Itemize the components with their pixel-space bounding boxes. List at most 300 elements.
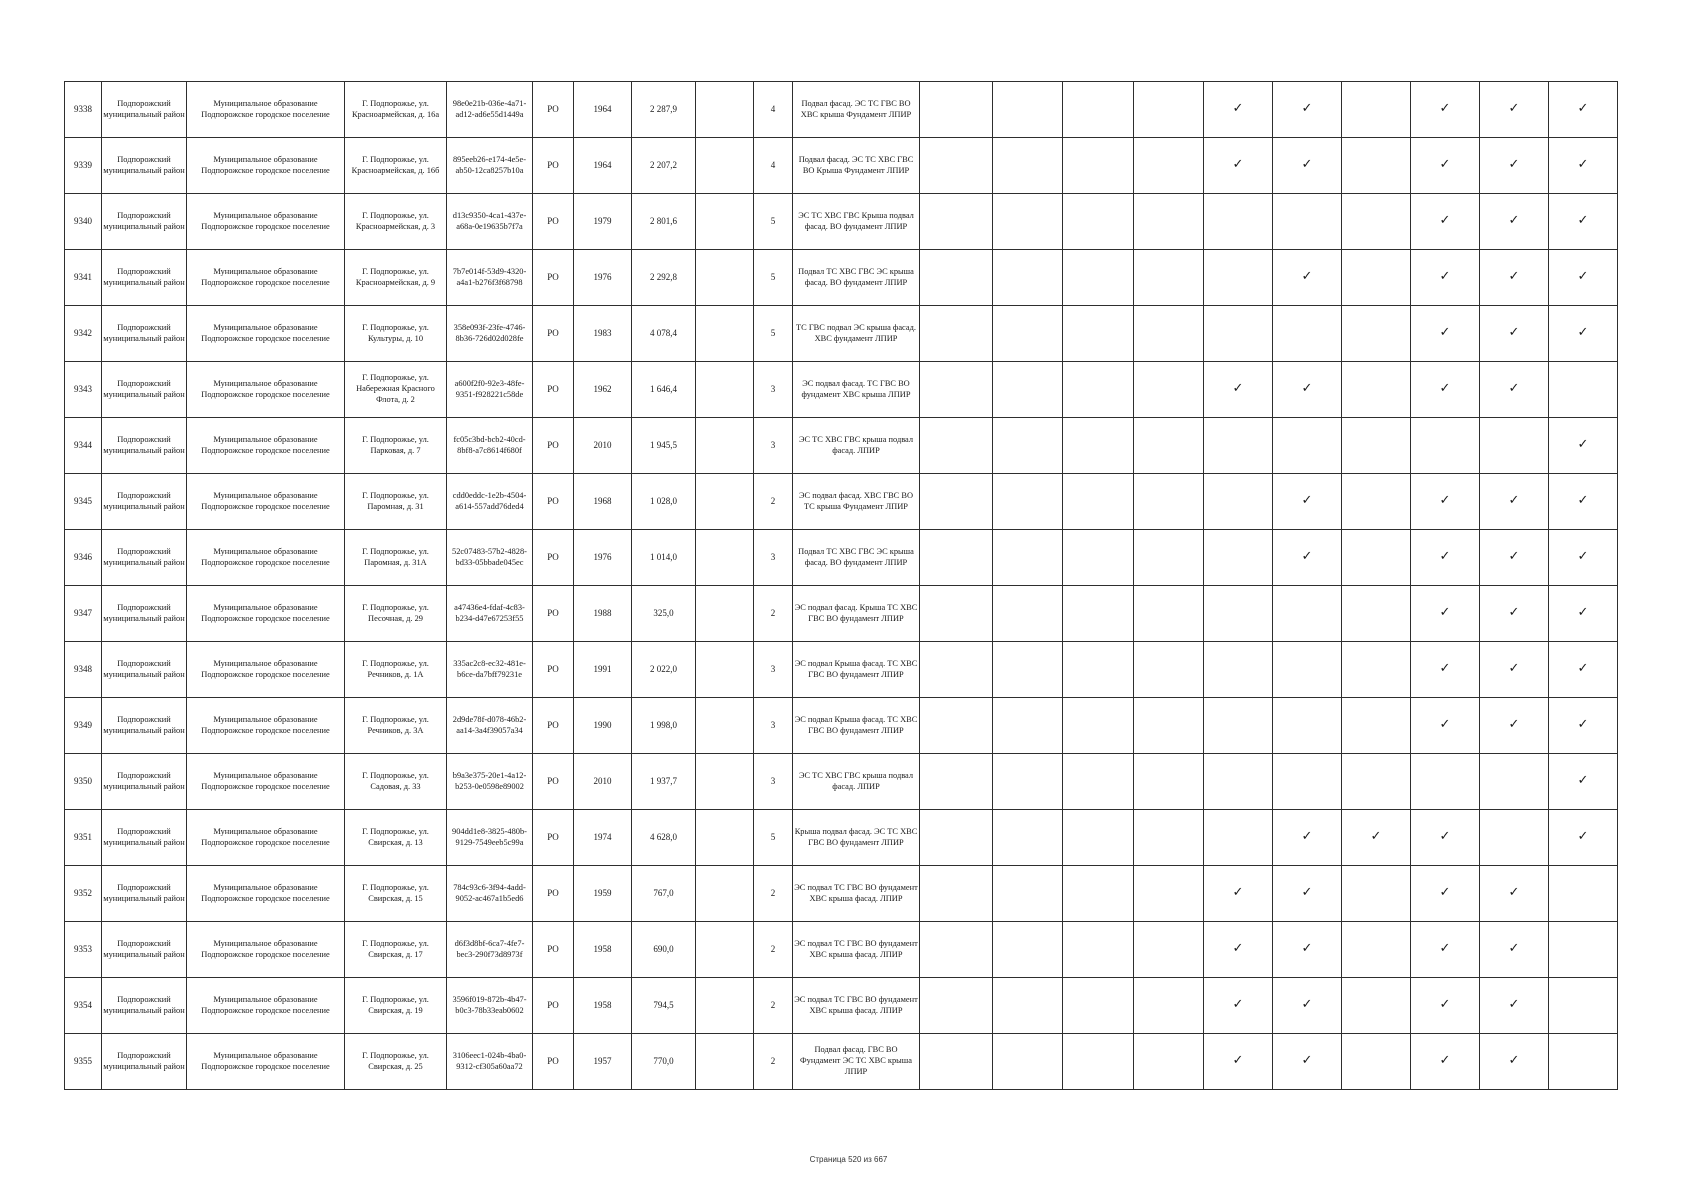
- table-row: [65, 138, 1696, 194]
- area-cell: 4 628,0: [632, 810, 696, 866]
- check-cell-empty: [1134, 474, 1204, 530]
- district-cell: Подпорожский муниципальный район: [102, 474, 187, 530]
- check-cell-empty: [993, 250, 1063, 306]
- empty-cell: [696, 362, 754, 418]
- floors-cell: 5: [754, 810, 793, 866]
- check-cell-empty: [920, 418, 993, 474]
- check-cell-empty: [993, 418, 1063, 474]
- address-cell: Г. Подпорожье, ул. Песочная, д. 29: [345, 586, 447, 642]
- check-cell-empty: [1342, 866, 1411, 922]
- checkmark-icon: ✓: [1549, 82, 1618, 138]
- checkmark-icon: ✓: [1411, 586, 1480, 642]
- empty-cell: [696, 1034, 754, 1090]
- check-cell-empty: [1549, 1034, 1618, 1090]
- check-cell-empty: [1342, 1034, 1411, 1090]
- check-cell-empty: [993, 754, 1063, 810]
- check-cell-empty: [1134, 810, 1204, 866]
- area-cell: 1 646,4: [632, 362, 696, 418]
- build-year-cell: 1958: [574, 922, 632, 978]
- checkmark-icon: ✓: [1204, 922, 1273, 978]
- district-cell: Подпорожский муниципальный район: [102, 754, 187, 810]
- address-cell: Г. Подпорожье, ул. Красноармейская, д. 16а: [345, 82, 447, 138]
- build-year-cell: 1964: [574, 138, 632, 194]
- fund-form-cell: РО: [533, 250, 574, 306]
- check-cell-empty: [1342, 362, 1411, 418]
- municipality-cell: Муниципальное образование Подпорожское городское поселение: [187, 530, 345, 586]
- fias-code-cell: 3596f019-872b-4b47-b0c3-78b33eab0602: [447, 978, 533, 1034]
- address-cell: Г. Подпорожье, ул. Речников, д. 1А: [345, 642, 447, 698]
- build-year-cell: 2010: [574, 754, 632, 810]
- area-cell: 2 801,6: [632, 194, 696, 250]
- check-cell-empty: [993, 586, 1063, 642]
- area-cell: 1 014,0: [632, 530, 696, 586]
- checkmark-icon: ✓: [1411, 978, 1480, 1034]
- works-list-cell: Подвал фасад. ЭС ТС ХВС ГВС ВО Крыша Фундамент ЛПИР: [793, 138, 920, 194]
- checkmark-icon: ✓: [1204, 1034, 1273, 1090]
- checkmark-icon: ✓: [1480, 530, 1549, 586]
- empty-cell: [696, 530, 754, 586]
- check-cell-empty: [1549, 866, 1618, 922]
- empty-cell: [696, 754, 754, 810]
- check-cell-empty: [1411, 754, 1480, 810]
- works-list-cell: ЭС подвал фасад. ХВС ГВС ВО ТС крыша Фундамент ЛПИР: [793, 474, 920, 530]
- build-year-cell: 1962: [574, 362, 632, 418]
- table-row: [65, 1034, 1696, 1090]
- checkmark-icon: ✓: [1411, 138, 1480, 194]
- check-cell-empty: [1273, 698, 1342, 754]
- row-number: 9338: [65, 82, 102, 138]
- check-cell-empty: [993, 698, 1063, 754]
- municipality-cell: Муниципальное образование Подпорожское городское поселение: [187, 810, 345, 866]
- fias-code-cell: 2d9de78f-d078-46b2-aa14-3a4f39057a34: [447, 698, 533, 754]
- check-cell-empty: [993, 642, 1063, 698]
- build-year-cell: 1990: [574, 698, 632, 754]
- checkmark-icon: ✓: [1480, 922, 1549, 978]
- works-list-cell: Крыша подвал фасад. ЭС ТС ХВС ГВС ВО фундамент ЛПИР: [793, 810, 920, 866]
- check-cell-empty: [1134, 642, 1204, 698]
- check-cell-empty: [1063, 978, 1134, 1034]
- check-cell-empty: [920, 866, 993, 922]
- check-cell-empty: [1134, 866, 1204, 922]
- check-cell-empty: [1273, 306, 1342, 362]
- check-cell-empty: [1204, 418, 1273, 474]
- checkmark-icon: ✓: [1549, 642, 1618, 698]
- address-cell: Г. Подпорожье, ул. Свирская, д. 13: [345, 810, 447, 866]
- checkmark-icon: ✓: [1342, 810, 1411, 866]
- floors-cell: 2: [754, 922, 793, 978]
- check-cell-empty: [1273, 754, 1342, 810]
- check-cell-empty: [1063, 530, 1134, 586]
- district-cell: Подпорожский муниципальный район: [102, 978, 187, 1034]
- checkmark-icon: ✓: [1411, 306, 1480, 362]
- check-cell-empty: [1063, 250, 1134, 306]
- fund-form-cell: РО: [533, 866, 574, 922]
- checkmark-icon: ✓: [1411, 194, 1480, 250]
- check-cell-empty: [1134, 754, 1204, 810]
- address-cell: Г. Подпорожье, ул. Красноармейская, д. 3: [345, 194, 447, 250]
- check-cell-empty: [1273, 418, 1342, 474]
- floors-cell: 2: [754, 474, 793, 530]
- row-number: 9345: [65, 474, 102, 530]
- check-cell-empty: [920, 810, 993, 866]
- checkmark-icon: ✓: [1480, 1034, 1549, 1090]
- works-list-cell: ЭС подвал фасад. ТС ГВС ВО фундамент ХВС крыша ЛПИР: [793, 362, 920, 418]
- check-cell-empty: [920, 474, 993, 530]
- works-list-cell: Подвал фасад. ГВС ВО Фундамент ЭС ТС ХВС крыша ЛПИР: [793, 1034, 920, 1090]
- row-number: 9339: [65, 138, 102, 194]
- check-cell-empty: [1063, 1034, 1134, 1090]
- check-cell-empty: [920, 250, 993, 306]
- row-number: 9353: [65, 922, 102, 978]
- check-cell-empty: [920, 1034, 993, 1090]
- check-cell-empty: [920, 306, 993, 362]
- check-cell-empty: [993, 362, 1063, 418]
- check-cell-empty: [1204, 250, 1273, 306]
- fund-form-cell: РО: [533, 586, 574, 642]
- table-row: [65, 810, 1696, 866]
- check-cell-empty: [993, 306, 1063, 362]
- check-cell-empty: [993, 978, 1063, 1034]
- check-cell-empty: [1480, 418, 1549, 474]
- district-cell: Подпорожский муниципальный район: [102, 82, 187, 138]
- municipality-cell: Муниципальное образование Подпорожское городское поселение: [187, 978, 345, 1034]
- empty-cell: [696, 474, 754, 530]
- table-row: [65, 194, 1696, 250]
- floors-cell: 2: [754, 866, 793, 922]
- build-year-cell: 1958: [574, 978, 632, 1034]
- works-list-cell: Подвал ТС ХВС ГВС ЭС крыша фасад. ВО фундамент ЛПИР: [793, 530, 920, 586]
- check-cell-empty: [1342, 698, 1411, 754]
- district-cell: Подпорожский муниципальный район: [102, 810, 187, 866]
- check-cell-empty: [1134, 82, 1204, 138]
- check-cell-empty: [993, 922, 1063, 978]
- check-cell-empty: [1134, 922, 1204, 978]
- fund-form-cell: РО: [533, 530, 574, 586]
- fund-form-cell: РО: [533, 194, 574, 250]
- district-cell: Подпорожский муниципальный район: [102, 138, 187, 194]
- check-cell-empty: [1063, 82, 1134, 138]
- check-cell-empty: [1411, 418, 1480, 474]
- check-cell-empty: [1063, 138, 1134, 194]
- build-year-cell: 2010: [574, 418, 632, 474]
- floors-cell: 4: [754, 82, 793, 138]
- check-cell-empty: [1549, 978, 1618, 1034]
- municipality-cell: Муниципальное образование Подпорожское городское поселение: [187, 194, 345, 250]
- check-cell-empty: [1204, 474, 1273, 530]
- empty-cell: [696, 642, 754, 698]
- table-row: [65, 306, 1696, 362]
- floors-cell: 2: [754, 586, 793, 642]
- works-list-cell: ТС ГВС подвал ЭС крыша фасад. ХВС фундамент ЛПИР: [793, 306, 920, 362]
- checkmark-icon: ✓: [1411, 698, 1480, 754]
- address-cell: Г. Подпорожье, ул. Свирская, д. 15: [345, 866, 447, 922]
- floors-cell: 3: [754, 754, 793, 810]
- row-number: 9351: [65, 810, 102, 866]
- check-cell-empty: [1273, 194, 1342, 250]
- area-cell: 770,0: [632, 1034, 696, 1090]
- fund-form-cell: РО: [533, 642, 574, 698]
- checkmark-icon: ✓: [1273, 362, 1342, 418]
- check-cell-empty: [1204, 642, 1273, 698]
- floors-cell: 4: [754, 138, 793, 194]
- check-cell-empty: [1342, 194, 1411, 250]
- municipality-cell: Муниципальное образование Подпорожское городское поселение: [187, 698, 345, 754]
- check-cell-empty: [1342, 586, 1411, 642]
- build-year-cell: 1974: [574, 810, 632, 866]
- checkmark-icon: ✓: [1204, 866, 1273, 922]
- fias-code-cell: 358e093f-23fe-4746-8b36-726d02d028fe: [447, 306, 533, 362]
- district-cell: Подпорожский муниципальный район: [102, 194, 187, 250]
- fund-form-cell: РО: [533, 362, 574, 418]
- check-cell-empty: [1063, 474, 1134, 530]
- table-row: [65, 474, 1696, 530]
- check-cell-empty: [1204, 586, 1273, 642]
- address-cell: Г. Подпорожье, ул. Набережная Красного Флота, д. 2: [345, 362, 447, 418]
- check-cell-empty: [1342, 642, 1411, 698]
- checkmark-icon: ✓: [1480, 306, 1549, 362]
- checkmark-icon: ✓: [1549, 194, 1618, 250]
- build-year-cell: 1983: [574, 306, 632, 362]
- row-number: 9355: [65, 1034, 102, 1090]
- build-year-cell: 1991: [574, 642, 632, 698]
- municipality-cell: Муниципальное образование Подпорожское городское поселение: [187, 474, 345, 530]
- area-cell: 2 022,0: [632, 642, 696, 698]
- check-cell-empty: [920, 194, 993, 250]
- municipality-cell: Муниципальное образование Подпорожское городское поселение: [187, 82, 345, 138]
- area-cell: 794,5: [632, 978, 696, 1034]
- address-cell: Г. Подпорожье, ул. Красноармейская, д. 16б: [345, 138, 447, 194]
- municipality-cell: Муниципальное образование Подпорожское городское поселение: [187, 642, 345, 698]
- checkmark-icon: ✓: [1273, 810, 1342, 866]
- address-cell: Г. Подпорожье, ул. Свирская, д. 17: [345, 922, 447, 978]
- check-cell-empty: [1273, 586, 1342, 642]
- check-cell-empty: [1063, 698, 1134, 754]
- checkmark-icon: ✓: [1549, 306, 1618, 362]
- area-cell: 2 287,9: [632, 82, 696, 138]
- check-cell-empty: [1134, 306, 1204, 362]
- empty-cell: [696, 250, 754, 306]
- fund-form-cell: РО: [533, 810, 574, 866]
- checkmark-icon: ✓: [1549, 810, 1618, 866]
- row-number: 9341: [65, 250, 102, 306]
- check-cell-empty: [1063, 754, 1134, 810]
- check-cell-empty: [1063, 866, 1134, 922]
- area-cell: 4 078,4: [632, 306, 696, 362]
- checkmark-icon: ✓: [1273, 978, 1342, 1034]
- row-number: 9352: [65, 866, 102, 922]
- works-list-cell: ЭС ТС ХВС ГВС Крыша подвал фасад. ВО фундамент ЛПИР: [793, 194, 920, 250]
- fias-code-cell: a47436e4-fdaf-4c83-b234-d47e67253f55: [447, 586, 533, 642]
- checkmark-icon: ✓: [1411, 474, 1480, 530]
- fias-code-cell: 3106eec1-024b-4ba0-9312-cf305a60aa72: [447, 1034, 533, 1090]
- works-list-cell: Подвал ТС ХВС ГВС ЭС крыша фасад. ВО фундамент ЛПИР: [793, 250, 920, 306]
- floors-cell: 5: [754, 306, 793, 362]
- checkmark-icon: ✓: [1480, 138, 1549, 194]
- check-cell-empty: [1134, 698, 1204, 754]
- table-row: [65, 922, 1696, 978]
- checkmark-icon: ✓: [1480, 586, 1549, 642]
- checkmark-icon: ✓: [1480, 698, 1549, 754]
- empty-cell: [696, 922, 754, 978]
- check-cell-empty: [1063, 194, 1134, 250]
- empty-cell: [696, 698, 754, 754]
- works-list-cell: ЭС подвал ТС ГВС ВО фундамент ХВС крыша фасад. ЛПИР: [793, 866, 920, 922]
- empty-cell: [696, 138, 754, 194]
- fias-code-cell: 784c93c6-3f94-4add-9052-ac467a1b5ed6: [447, 866, 533, 922]
- municipality-cell: Муниципальное образование Подпорожское городское поселение: [187, 306, 345, 362]
- municipality-cell: Муниципальное образование Подпорожское городское поселение: [187, 866, 345, 922]
- check-cell-empty: [1204, 530, 1273, 586]
- fias-code-cell: a600f2f0-92e3-48fe-9351-f928221c58de: [447, 362, 533, 418]
- address-cell: Г. Подпорожье, ул. Свирская, д. 25: [345, 1034, 447, 1090]
- check-cell-empty: [1342, 754, 1411, 810]
- check-cell-empty: [993, 530, 1063, 586]
- district-cell: Подпорожский муниципальный район: [102, 1034, 187, 1090]
- check-cell-empty: [1480, 754, 1549, 810]
- check-cell-empty: [1063, 418, 1134, 474]
- check-cell-empty: [1342, 418, 1411, 474]
- works-list-cell: ЭС подвал Крыша фасад. ТС ХВС ГВС ВО фундамент ЛПИР: [793, 642, 920, 698]
- check-cell-empty: [993, 866, 1063, 922]
- fias-code-cell: 52c07483-57b2-4828-bd33-05bbade045ec: [447, 530, 533, 586]
- checkmark-icon: ✓: [1549, 586, 1618, 642]
- floors-cell: 3: [754, 418, 793, 474]
- fias-code-cell: 335ac2c8-ec32-481e-b6ce-da7bff79231e: [447, 642, 533, 698]
- empty-cell: [696, 194, 754, 250]
- check-cell-empty: [1134, 138, 1204, 194]
- table-row: [65, 754, 1696, 810]
- check-cell-empty: [1342, 250, 1411, 306]
- area-cell: 767,0: [632, 866, 696, 922]
- check-cell-empty: [1342, 474, 1411, 530]
- fias-code-cell: 98e0e21b-036e-4a71-ad12-ad6e55d1449a: [447, 82, 533, 138]
- checkmark-icon: ✓: [1549, 138, 1618, 194]
- floors-cell: 2: [754, 978, 793, 1034]
- address-cell: Г. Подпорожье, ул. Речников, д. 3А: [345, 698, 447, 754]
- fias-code-cell: b9a3e375-20e1-4a12-b253-0e0598e89002: [447, 754, 533, 810]
- check-cell-empty: [1134, 530, 1204, 586]
- fund-form-cell: РО: [533, 1034, 574, 1090]
- row-number: 9349: [65, 698, 102, 754]
- check-cell-empty: [1134, 978, 1204, 1034]
- check-cell-empty: [1480, 810, 1549, 866]
- check-cell-empty: [993, 138, 1063, 194]
- checkmark-icon: ✓: [1411, 810, 1480, 866]
- fund-form-cell: РО: [533, 978, 574, 1034]
- checkmark-icon: ✓: [1273, 866, 1342, 922]
- row-number: 9342: [65, 306, 102, 362]
- address-cell: Г. Подпорожье, ул. Паромная, д. 31: [345, 474, 447, 530]
- works-list-cell: ЭС подвал Крыша фасад. ТС ХВС ГВС ВО фундамент ЛПИР: [793, 698, 920, 754]
- fias-code-cell: d13c9350-4ca1-437e-a68a-0e19635b7f7a: [447, 194, 533, 250]
- page-number: Страница 520 из 667: [809, 1155, 888, 1164]
- district-cell: Подпорожский муниципальный район: [102, 362, 187, 418]
- table-row: [65, 418, 1696, 474]
- fias-code-cell: d6f3d8bf-6ca7-4fe7-bec3-290f73d8973f: [447, 922, 533, 978]
- checkmark-icon: ✓: [1480, 978, 1549, 1034]
- check-cell-empty: [1063, 306, 1134, 362]
- floors-cell: 5: [754, 250, 793, 306]
- table-body: [65, 82, 1696, 1090]
- fund-form-cell: РО: [533, 474, 574, 530]
- checkmark-icon: ✓: [1204, 362, 1273, 418]
- check-cell-empty: [1063, 586, 1134, 642]
- district-cell: Подпорожский муниципальный район: [102, 922, 187, 978]
- municipality-cell: Муниципальное образование Подпорожское городское поселение: [187, 922, 345, 978]
- checkmark-icon: ✓: [1273, 250, 1342, 306]
- checkmark-icon: ✓: [1480, 362, 1549, 418]
- district-cell: Подпорожский муниципальный район: [102, 698, 187, 754]
- checkmark-icon: ✓: [1204, 82, 1273, 138]
- works-list-cell: ЭС подвал ТС ГВС ВО фундамент ХВС крыша фасад. ЛПИР: [793, 978, 920, 1034]
- fias-code-cell: 904dd1e8-3825-480b-9129-7549eeb5c99a: [447, 810, 533, 866]
- table-row: [65, 866, 1696, 922]
- check-cell-empty: [1342, 530, 1411, 586]
- check-cell-empty: [920, 698, 993, 754]
- address-cell: Г. Подпорожье, ул. Культуры, д. 10: [345, 306, 447, 362]
- municipality-cell: Муниципальное образование Подпорожское городское поселение: [187, 362, 345, 418]
- row-number: 9340: [65, 194, 102, 250]
- check-cell-empty: [920, 642, 993, 698]
- check-cell-empty: [1342, 978, 1411, 1034]
- empty-cell: [696, 866, 754, 922]
- address-cell: Г. Подпорожье, ул. Красноармейская, д. 9: [345, 250, 447, 306]
- district-cell: Подпорожский муниципальный район: [102, 306, 187, 362]
- area-cell: 1 998,0: [632, 698, 696, 754]
- check-cell-empty: [920, 138, 993, 194]
- municipality-cell: Муниципальное образование Подпорожское городское поселение: [187, 754, 345, 810]
- checkmark-icon: ✓: [1549, 418, 1618, 474]
- checkmark-icon: ✓: [1411, 866, 1480, 922]
- works-list-cell: ЭС подвал ТС ГВС ВО фундамент ХВС крыша фасад. ЛПИР: [793, 922, 920, 978]
- district-cell: Подпорожский муниципальный район: [102, 418, 187, 474]
- fund-form-cell: РО: [533, 82, 574, 138]
- build-year-cell: 1988: [574, 586, 632, 642]
- address-cell: Г. Подпорожье, ул. Парковая, д. 7: [345, 418, 447, 474]
- check-cell-empty: [920, 82, 993, 138]
- row-number: 9343: [65, 362, 102, 418]
- check-cell-empty: [1342, 922, 1411, 978]
- checkmark-icon: ✓: [1480, 250, 1549, 306]
- checkmark-icon: ✓: [1411, 82, 1480, 138]
- register-table: [64, 81, 1696, 1090]
- checkmark-icon: ✓: [1480, 642, 1549, 698]
- floors-cell: 3: [754, 362, 793, 418]
- checkmark-icon: ✓: [1549, 474, 1618, 530]
- checkmark-icon: ✓: [1480, 474, 1549, 530]
- check-cell-empty: [1134, 1034, 1204, 1090]
- table-row: [65, 82, 1696, 138]
- empty-cell: [696, 306, 754, 362]
- district-cell: Подпорожский муниципальный район: [102, 586, 187, 642]
- municipality-cell: Муниципальное образование Подпорожское городское поселение: [187, 586, 345, 642]
- build-year-cell: 1976: [574, 250, 632, 306]
- build-year-cell: 1968: [574, 474, 632, 530]
- checkmark-icon: ✓: [1480, 194, 1549, 250]
- check-cell-empty: [920, 362, 993, 418]
- register-table-container: [64, 81, 1696, 1090]
- fund-form-cell: РО: [533, 306, 574, 362]
- works-list-cell: Подвал фасад. ЭС ТС ГВС ВО ХВС крыша Фундамент ЛПИР: [793, 82, 920, 138]
- build-year-cell: 1959: [574, 866, 632, 922]
- floors-cell: 2: [754, 1034, 793, 1090]
- check-cell-empty: [1063, 922, 1134, 978]
- build-year-cell: 1979: [574, 194, 632, 250]
- area-cell: 1 937,7: [632, 754, 696, 810]
- build-year-cell: 1957: [574, 1034, 632, 1090]
- checkmark-icon: ✓: [1204, 138, 1273, 194]
- check-cell-empty: [1134, 586, 1204, 642]
